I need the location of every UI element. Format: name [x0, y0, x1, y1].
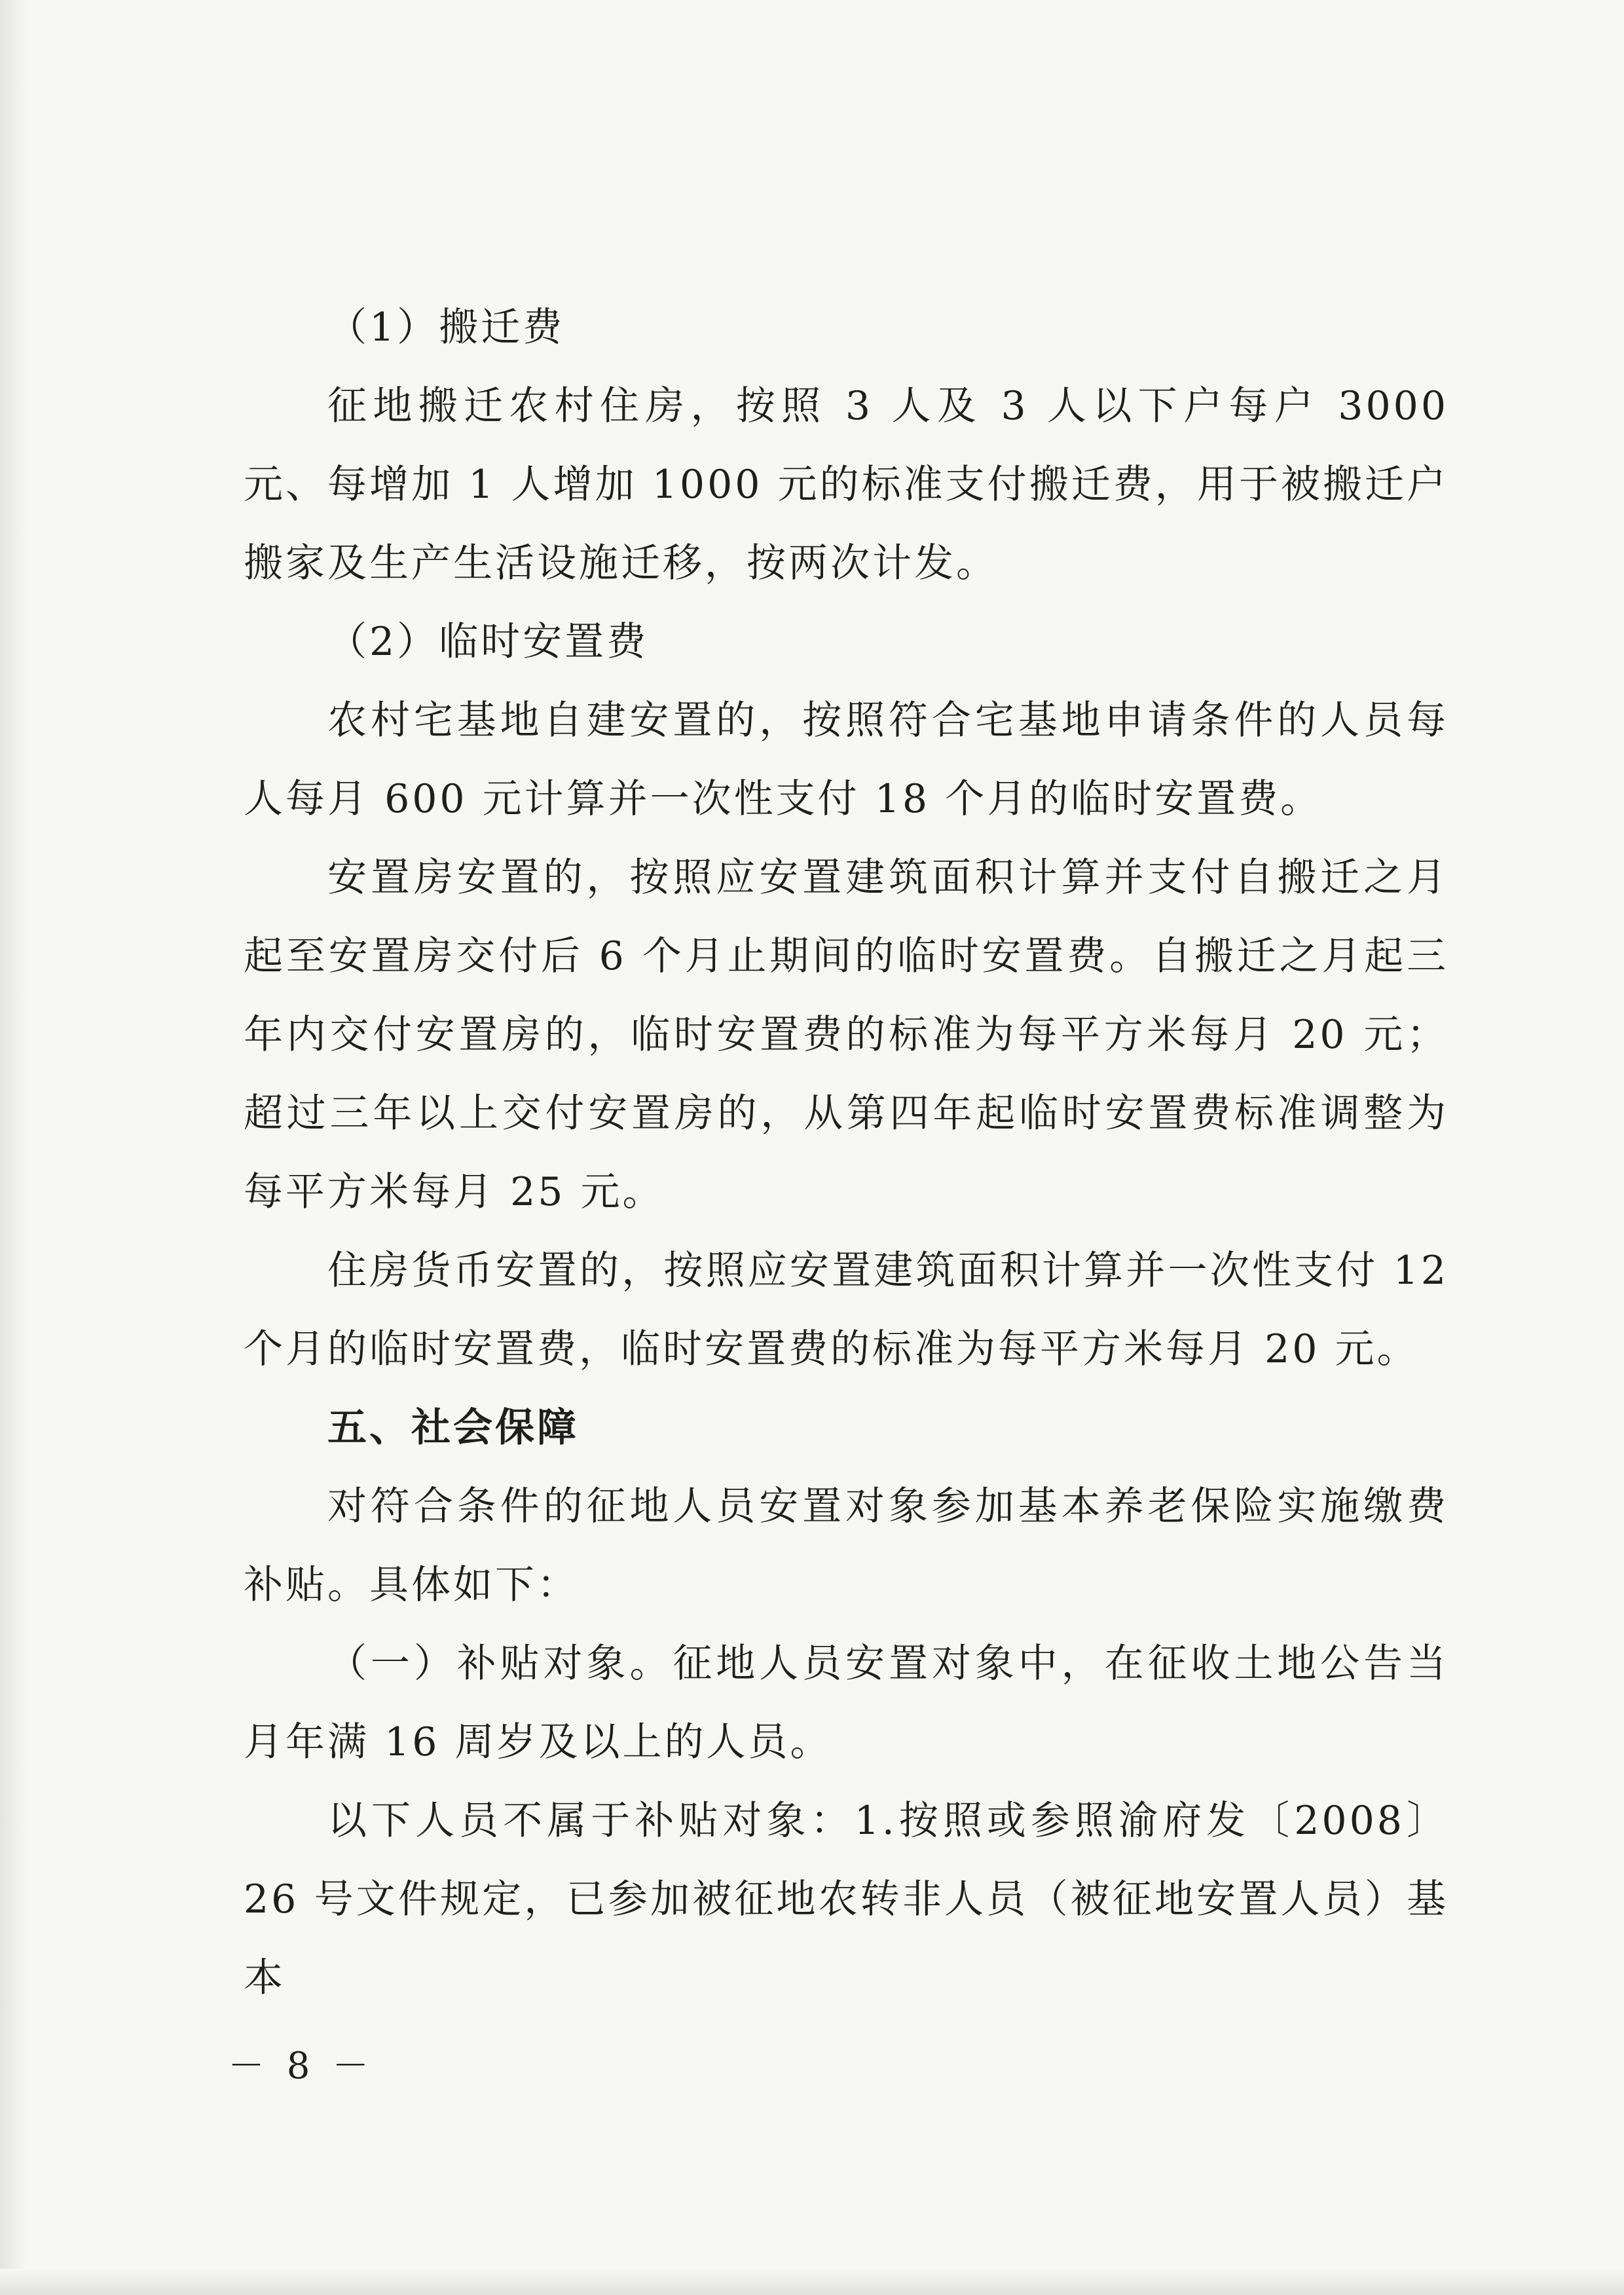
paragraph-pension-subsidy-intro: 对符合条件的征地人员安置对象参加基本养老保险实施缴费补贴。具体如下：	[244, 1483, 1449, 1608]
paragraph-relocation-fee-standard: 征地搬迁农村住房，按照 3 人及 3 人以下户每户 3000 元、每增加 1 人增加 1000 元的标准支付搬迁费，用于被搬迁户搬家及生产生活设施迁移，按两次计发。	[244, 383, 1449, 586]
section-heading-social-security: 五、社会保障	[327, 1405, 579, 1451]
document-body	[244, 288, 1449, 2017]
paragraph-subsidy-targets: （一）补贴对象。征地人员安置对象中，在征收土地公告当月年满 16 周岁及以上的人员。	[244, 1641, 1449, 1765]
paragraph-housing-resettlement: 安置房安置的，按照应安置建筑面积计算并支付自搬迁之月起至安置房交付后 6 个月止期间的临时安置费。自搬迁之月起三年内交付安置房的，临时安置费的标准为每平方米每月 20 元；超过三年以上交付安置房的，从第四年起临时安置费标准调整为每平方米每月 25 元。	[244, 855, 1449, 1215]
subheading-relocation-fee: （1）搬迁费	[327, 305, 565, 350]
paragraph-excluded-persons: 以下人员不属于补贴对象：1.按照或参照渝府发〔2008〕26 号文件规定，已参加被征地农转非人员（被征地安置人员）基本	[244, 1798, 1449, 2001]
page-edge-bottom	[0, 2269, 1624, 2295]
page-number: － 8 －	[228, 2045, 375, 2087]
paragraph-monetary-resettlement: 住房货币安置的，按照应安置建筑面积计算并一次性支付 12 个月的临时安置费，临时安置费的标准为每平方米每月 20 元。	[244, 1248, 1449, 1372]
subheading-temporary-resettlement-fee: （2）临时安置费	[327, 619, 649, 665]
page-edge-left	[0, 0, 26, 2295]
paragraph-homestead-resettlement: 农村宅基地自建安置的，按照符合宅基地申请条件的人员每人每月 600 元计算并一次性支付 18 个月的临时安置费。	[244, 698, 1449, 822]
